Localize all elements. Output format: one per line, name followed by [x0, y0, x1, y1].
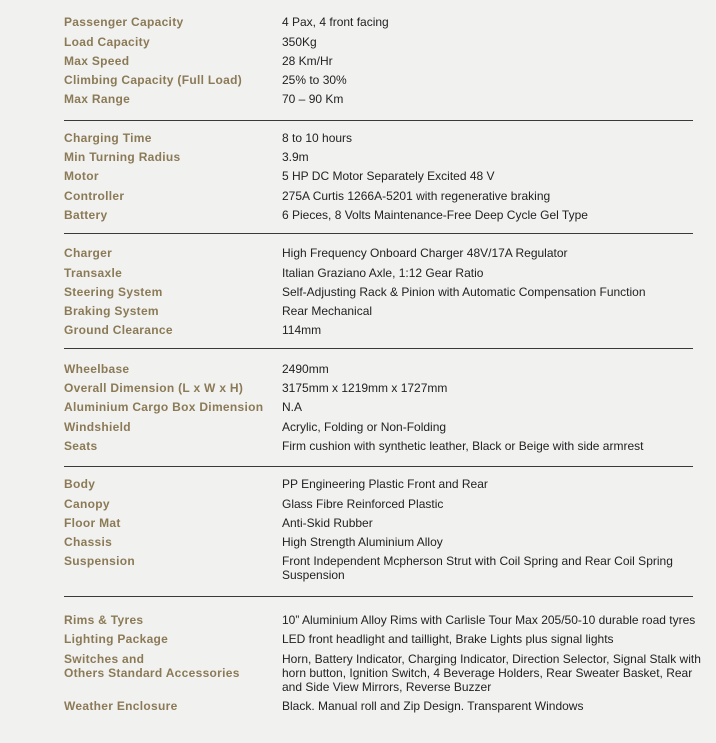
spec-value: 10” Aluminium Alloy Rims with Carlisle Tour Max 205/50-10 durable road tyres: [282, 613, 696, 627]
spec-value: 114mm: [282, 323, 322, 337]
spec-value: Acrylic, Folding or Non-Folding: [282, 420, 447, 434]
spec-label: Load Capacity: [64, 35, 150, 49]
spec-label: Passenger Capacity: [64, 15, 184, 29]
spec-label: Switches and Others Standard Accessories: [64, 652, 240, 680]
spec-label: Floor Mat: [64, 516, 121, 530]
spec-label: Body: [64, 477, 96, 491]
spec-label: Battery: [64, 208, 108, 222]
spec-value: 3.9m: [282, 150, 309, 164]
spec-label: Chassis: [64, 535, 113, 549]
spec-label: Overall Dimension (L x W x H): [64, 381, 244, 395]
spec-value: Firm cushion with synthetic leather, Black or Beige with side armrest: [282, 439, 644, 453]
spec-value: Black. Manual roll and Zip Design. Transparent Windows: [282, 699, 584, 713]
spec-value: 70 – 90 Km: [282, 92, 344, 106]
spec-value: Horn, Battery Indicator, Charging Indicator, Direction Selector, Signal Stalk with horn button, Ignition Switch, 4 Beverage Holders, Rear Sweater Basket, Rear and Side View Mirrors, Reverse Buzzer: [282, 652, 701, 694]
spec-label: Climbing Capacity (Full Load): [64, 73, 243, 87]
spec-label: Windshield: [64, 420, 131, 434]
spec-value: Front Independent Mcpherson Strut with Coil Spring and Rear Coil Spring Suspension: [282, 554, 673, 582]
section-divider: [64, 596, 693, 597]
spec-value: 275A Curtis 1266A-5201 with regenerative braking: [282, 189, 551, 203]
spec-label: Lighting Package: [64, 632, 169, 646]
spec-value: Self-Adjusting Rack & Pinion with Automatic Compensation Function: [282, 285, 646, 299]
spec-value: N.A: [282, 400, 303, 414]
spec-label: Motor: [64, 169, 99, 183]
spec-value: 28 Km/Hr: [282, 54, 333, 68]
spec-value: 350Kg: [282, 35, 317, 49]
spec-value: 3175mm x 1219mm x 1727mm: [282, 381, 448, 395]
spec-label: Transaxle: [64, 266, 123, 280]
spec-label: Weather Enclosure: [64, 699, 178, 713]
spec-label: Braking System: [64, 304, 159, 318]
spec-value: Glass Fibre Reinforced Plastic: [282, 497, 444, 511]
section-divider: [64, 466, 693, 467]
spec-label: Max Speed: [64, 54, 130, 68]
spec-label: Ground Clearance: [64, 323, 173, 337]
spec-label: Aluminium Cargo Box Dimension: [64, 400, 264, 414]
spec-value: 6 Pieces, 8 Volts Maintenance-Free Deep Cycle Gel Type: [282, 208, 588, 222]
spec-label: Canopy: [64, 497, 110, 511]
spec-label: Max Range: [64, 92, 131, 106]
spec-label: Controller: [64, 189, 125, 203]
section-divider: [64, 233, 693, 234]
spec-value: 2490mm: [282, 362, 329, 376]
spec-value: Italian Graziano Axle, 1:12 Gear Ratio: [282, 266, 484, 280]
spec-label: Charging Time: [64, 131, 152, 145]
spec-value: 8 to 10 hours: [282, 131, 353, 145]
spec-label: Suspension: [64, 554, 136, 568]
section-divider: [64, 348, 693, 349]
spec-label: Seats: [64, 439, 98, 453]
spec-value: 5 HP DC Motor Separately Excited 48 V: [282, 169, 495, 183]
spec-value: Anti-Skid Rubber: [282, 516, 373, 530]
spec-label: Steering System: [64, 285, 163, 299]
spec-value: Rear Mechanical: [282, 304, 373, 318]
spec-value: PP Engineering Plastic Front and Rear: [282, 477, 488, 491]
spec-value: 25% to 30%: [282, 73, 347, 87]
spec-label: Min Turning Radius: [64, 150, 181, 164]
spec-label: Wheelbase: [64, 362, 130, 376]
spec-value: High Strength Aluminium Alloy: [282, 535, 443, 549]
spec-label: Rims & Tyres: [64, 613, 144, 627]
spec-label: Charger: [64, 246, 113, 260]
spec-value: LED front headlight and taillight, Brake Lights plus signal lights: [282, 632, 614, 646]
spec-value: High Frequency Onboard Charger 48V/17A Regulator: [282, 246, 568, 260]
section-divider: [64, 120, 693, 121]
spec-value: 4 Pax, 4 front facing: [282, 15, 389, 29]
